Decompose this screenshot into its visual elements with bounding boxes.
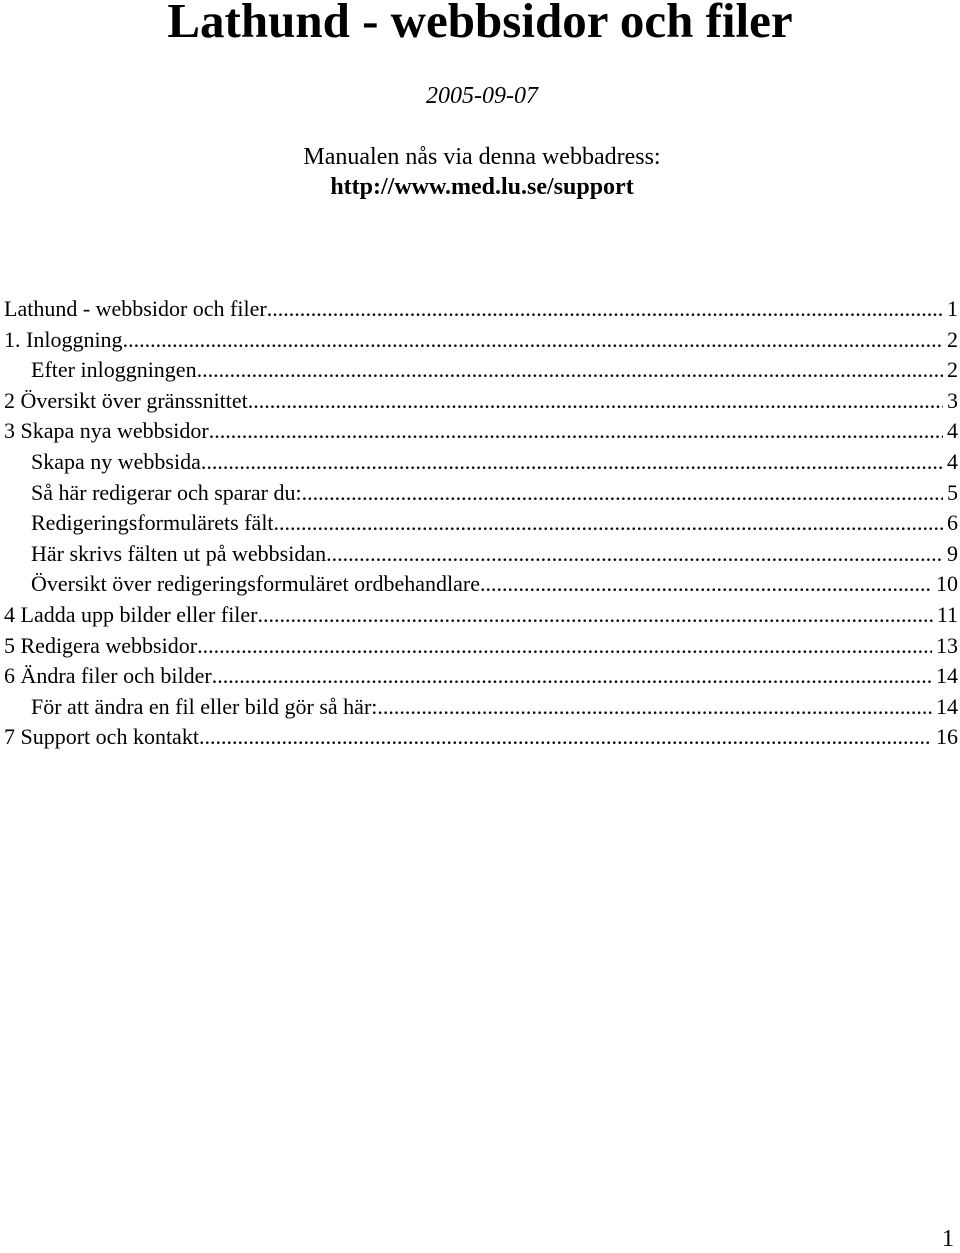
manual-access-text: Manualen nås via denna webbadress: [303,144,661,170]
toc-leader-dots [377,692,932,722]
toc-entry-page: 10 [936,571,958,597]
toc-entry[interactable] [4,355,958,386]
toc-entry-label: 5 Redigera webbsidor [4,632,198,658]
toc-entry-page: 3 [947,387,958,413]
toc-leader-dots [267,294,943,324]
toc-entry-page: 5 [947,479,958,505]
toc-entry[interactable] [4,325,958,356]
toc-entry-page: 14 [936,663,958,689]
toc-leader-dots [197,355,943,385]
page-number: 1 [942,1226,954,1252]
toc-leader-dots [123,325,943,355]
toc-leader-dots [209,416,943,446]
toc-entry-label: 3 Skapa nya webbsidor [4,418,209,444]
toc-entry[interactable] [4,692,958,723]
toc-entry-page: 16 [936,724,958,750]
toc-entry-page: 9 [947,540,958,566]
toc-leader-dots [326,539,943,569]
toc-leader-dots [197,631,932,661]
toc-entry-page: 2 [947,326,958,352]
toc-entry-page: 13 [936,632,958,658]
table-of-contents [4,294,958,753]
toc-entry-label: Översikt över redigeringsformuläret ordbehandlare [31,571,480,597]
toc-entry[interactable] [4,661,958,692]
toc-entry-label: Lathund - webbsidor och filer [4,296,267,321]
toc-entry-label: 1. Inloggning [4,326,123,352]
toc-leader-dots [201,447,943,477]
manual-url-link[interactable]: http://www.med.lu.se/support [330,174,634,200]
toc-entry-label: Så här redigerar och sparar du: [31,479,302,505]
toc-entry-label: Redigeringsformulärets fält [31,510,274,536]
toc-entry-label: 6 Ändra filer och bilder [4,663,212,689]
toc-entry[interactable] [4,539,958,570]
toc-entry-label: 4 Ladda upp bilder eller filer [4,601,258,627]
toc-entry[interactable] [4,416,958,447]
toc-leader-dots [480,569,932,599]
toc-leader-dots [212,661,932,691]
toc-entry-label: Efter inloggningen [31,357,197,383]
toc-entry[interactable] [4,478,958,509]
toc-entry-label: Skapa ny webbsida [31,448,201,474]
toc-entry-page: 4 [947,418,958,444]
toc-entry-page: 2 [947,357,958,383]
toc-entry[interactable] [4,508,958,539]
toc-leader-dots [258,600,933,630]
toc-leader-dots [302,478,943,508]
toc-entry-label: 7 Support och kontakt [4,724,199,750]
document-title: Lathund - webbsidor och filer [167,0,793,48]
toc-entry[interactable] [4,722,958,753]
toc-entry[interactable] [4,631,958,662]
toc-entry-label: För att ändra en fil eller bild gör så här: [31,693,378,719]
toc-entry-page: 6 [947,510,958,536]
toc-entry-page: 4 [947,448,958,474]
toc-entry[interactable] [4,569,958,600]
toc-entry[interactable] [4,294,958,325]
toc-entry[interactable] [4,447,958,478]
toc-entry[interactable] [4,600,958,631]
toc-entry-page: 11 [936,601,958,627]
toc-leader-dots [248,386,943,416]
toc-entry[interactable] [4,386,958,417]
toc-entry-page: 1 [947,296,958,321]
toc-entry-label: 2 Översikt över gränssnittet [4,387,248,413]
document-date: 2005-09-07 [426,83,538,109]
toc-entry-label: Här skrivs fälten ut på webbsidan [31,540,327,566]
toc-leader-dots [274,508,943,538]
toc-leader-dots [199,722,932,752]
toc-entry-page: 14 [936,693,958,719]
